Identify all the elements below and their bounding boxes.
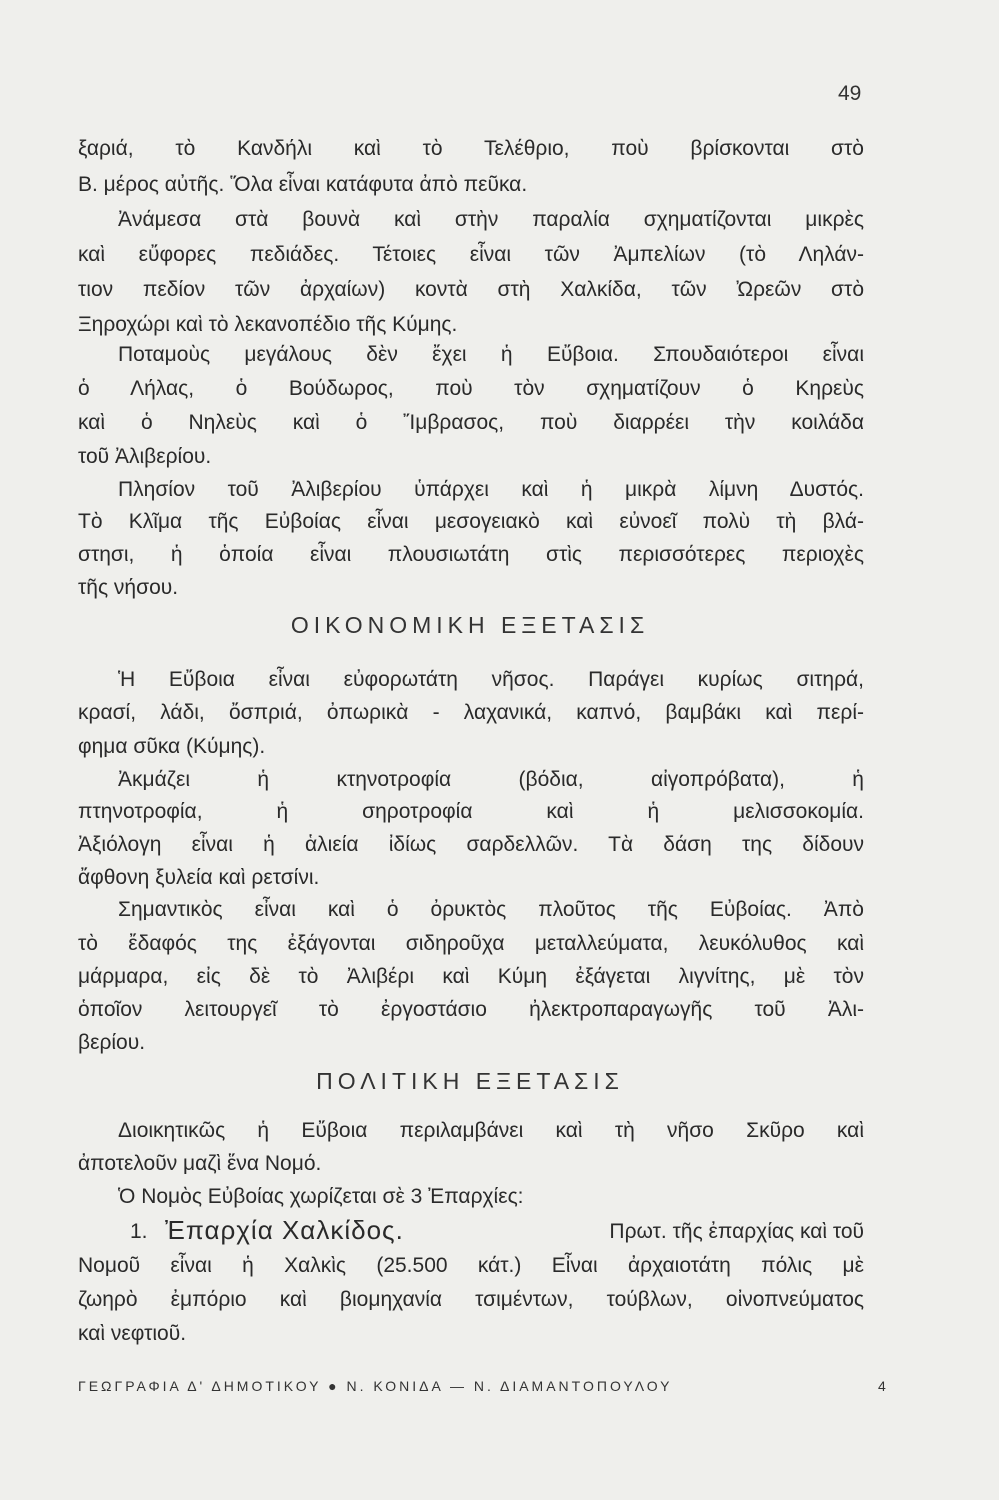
text-line: ζωηρὸ ἐμπόριο καὶ βιομηχανία τσιμέντων, τούβλων, οἰνοπνεύματος (78, 1288, 864, 1311)
text-line: Ἀξιόλογη εἶναι ἡ ἁλιεία ἰδίως σαρδελλῶν. Τὰ δάση της δίδουν (78, 833, 864, 856)
text-line: ξαριά, τὸ Κανδήλι καὶ τὸ Τελέθριο, ποὺ βρίσκονται στὸ (78, 137, 864, 160)
text-line: Τὸ Κλῖμα τῆς Εὐβοίας εἶναι μεσογειακὸ καὶ εὐνοεῖ πολὺ τὴ βλά- (78, 510, 864, 533)
text-line: Ποταμοὺς μεγάλους δὲν ἔχει ἡ Εὔβοια. Σπουδαιότεροι εἶναι (118, 343, 864, 366)
list-item-number: 1. (130, 1220, 148, 1243)
text-line: ἀποτελοῦν μαζὶ ἕνα Νομό. (78, 1152, 322, 1175)
text-line: κρασί, λάδι, ὄσπριά, ὀπωρικὰ - λαχανικά, καπνό, βαμβάκι καὶ περί- (78, 701, 864, 724)
text-line: Ἡ Εὔβοια εἶναι εὐφορωτάτη νῆσος. Παράγει κυρίως σιτηρά, (118, 668, 864, 691)
text-line: τῆς νήσου. (78, 576, 179, 599)
page-number: 49 (838, 82, 862, 105)
text-line: Σημαντικὸς εἶναι καὶ ὁ ὀρυκτὸς πλοῦτος τῆς Εὐβοίας. Ἀπὸ (118, 898, 864, 921)
text-line: Πρωτ. τῆς ἐπαρχίας καὶ τοῦ (609, 1220, 864, 1243)
province-title: Ἐπαρχία Χαλκίδος. (165, 1215, 404, 1245)
text-line: στησι, ἡ ὁποία εἶναι πλουσιωτάτη στὶς περισσότερες περιοχὲς (78, 543, 864, 566)
text-line: μάρμαρα, εἰς δὲ τὸ Ἀλιβέρι καὶ Κύμη ἐξάγεται λιγνίτης, μὲ τὸν (78, 965, 864, 988)
text-line: Ὁ Νομὸς Εὐβοίας χωρίζεται σὲ 3 Ἐπαρχίες: (118, 1185, 524, 1208)
text-line: καὶ ὁ Νηλεὺς καὶ ὁ Ἴμβρασος, ποὺ διαρρέει τὴν κοιλάδα (78, 411, 864, 434)
text-line: Ξηροχώρι καὶ τὸ λεκανοπέδιο τῆς Κύμης. (78, 313, 458, 336)
text-line: τὸ ἔδαφός της ἐξάγονται σιδηροῦχα μεταλλεύματα, λευκόλυθος καὶ (78, 932, 864, 955)
footer-signature-number: 4 (878, 1378, 886, 1394)
section-heading-economy: ΟΙΚΟΝΟΜΙΚΗ ΕΞΕΤΑΣΙΣ (290, 612, 650, 638)
text-line: ὁ Λήλας, ὁ Βούδωρος, ποὺ τὸν σχηματίζουν ὁ Κηρεὺς (78, 377, 864, 400)
text-line: ὁποῖον λειτουργεῖ τὸ ἐργοστάσιο ἠλεκτροπαραγωγῆς τοῦ Ἀλι- (78, 998, 864, 1021)
section-heading-politics: ΠΟΛΙΤΙΚΗ ΕΞΕΤΑΣΙΣ (316, 1068, 624, 1094)
text-line: καὶ νεφτιοῦ. (78, 1322, 187, 1345)
text-line: βερίου. (78, 1031, 146, 1054)
text-line: ἄφθονη ξυλεία καὶ ρετσίνι. (78, 866, 320, 889)
text-line: τοῦ Ἀλιβερίου. (78, 445, 212, 468)
text-line: τιον πεδίον τῶν ἀρχαίων) κοντὰ στὴ Χαλκίδα, τῶν Ὠρεῶν στὸ (78, 278, 864, 301)
text-line: Β. μέρος αὐτῆς. Ὅλα εἶναι κατάφυτα ἀπὸ πεῦκα. (78, 173, 528, 196)
text-line: πτηνοτροφία, ἡ σηροτροφία καὶ ἡ μελισσοκομία. (78, 800, 864, 823)
text-line: Πλησίον τοῦ Ἀλιβερίου ὑπάρχει καὶ ἡ μικρὰ λίμνη Δυστός. (118, 478, 864, 501)
text-line: φημα σῦκα (Κύμης). (78, 735, 266, 758)
page-footer: ΓΕΩΓΡΑΦΙΑ Δ' ΔΗΜΟΤΙΚΟΥ ● Ν. ΚΟΝΙΔΑ — Ν. ΔΙΑΜΑΝΤΟΠΟΥΛΟΥ (78, 1378, 673, 1394)
text-line: καὶ εὔφορες πεδιάδες. Τέτοιες εἶναι τῶν Ἀμπελίων (τὸ Ληλάν- (78, 243, 864, 266)
text-line: Ἀνάμεσα στὰ βουνὰ καὶ στὴν παραλία σχηματίζονται μικρὲς (118, 208, 864, 231)
text-line: Διοικητικῶς ἡ Εὔβοια περιλαμβάνει καὶ τὴ νῆσο Σκῦρο καὶ (118, 1119, 864, 1142)
text-line: Νομοῦ εἶναι ἡ Χαλκὶς (25.500 κάτ.) Εἶναι ἀρχαιοτάτη πόλις μὲ (78, 1254, 864, 1277)
text-line: Ἀκμάζει ἡ κτηνοτροφία (βόδια, αἰγοπρόβατα), ἡ (118, 768, 864, 791)
